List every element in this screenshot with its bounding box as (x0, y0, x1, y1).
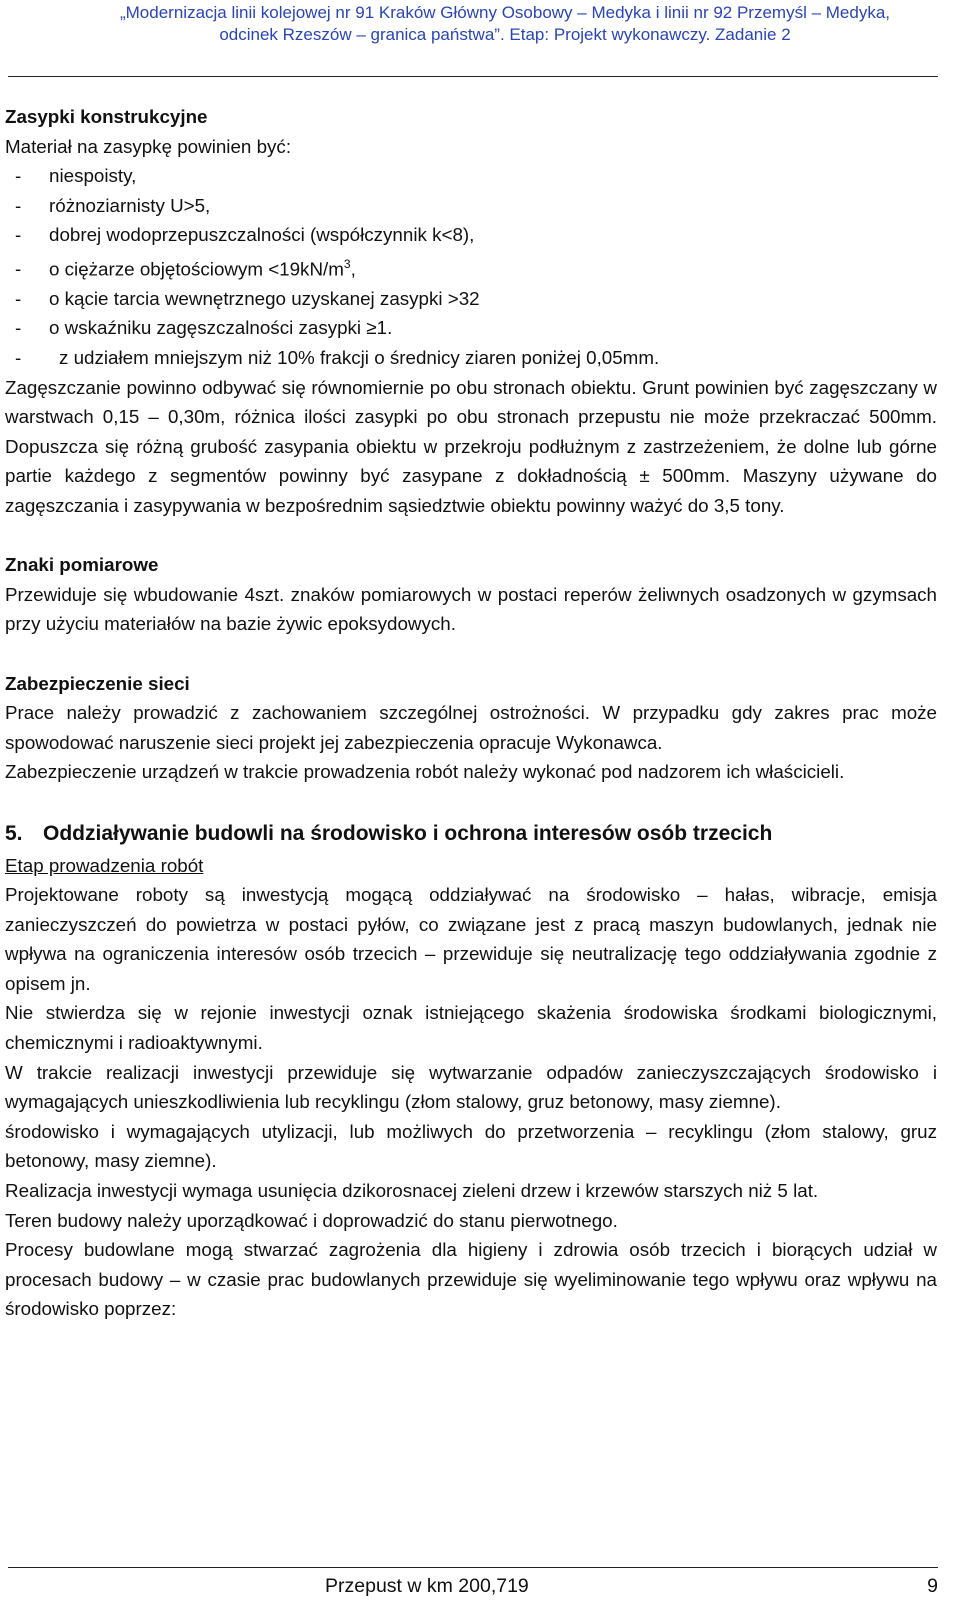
footer-rule (8, 1567, 938, 1568)
page-number: 9 (927, 1575, 938, 1597)
list-item: - z udziałem mniejszym niż 10% frakcji o średnicy ziaren poniżej 0,05mm. (15, 347, 660, 369)
list-item: - dobrej wodoprzepuszczalności (współczynnik k<8), (15, 224, 475, 246)
section-paragraph: Projektowane roboty są inwestycją mogącą oddziaływać na środowisko – hałas, wibracje, emisja zanieczyszczeń do powietrza w postaci pyłów, co związane jest z pracą maszyn budowlanych, jednak nie wpływa na ograniczenia interesów osób trzecich – przewiduje się neutralizację tego oddziaływania zgodnie z opisem jn. (5, 884, 937, 994)
section-paragraph: Realizacja inwestycji wymaga usunięcia dzikorosnacej zieleni drzew i krzewów starszych niż 5 lat. (5, 1180, 819, 1202)
section-paragraph: Procesy budowlane mogą stwarzać zagrożenia dla higieny i zdrowia osób trzecich i biorących udział w procesach budowy – w czasie prac budowlanych przewiduje się wyeliminowanie tego wpływu oraz wpływu na środowisko poprzez: (5, 1239, 937, 1320)
sieci-paragraph-2: Zabezpieczenie urządzeń w trakcie prowadzenia robót należy wykonać pod nadzorem ich właścicieli. (5, 761, 845, 783)
section-paragraph: Nie stwierdza się w rejonie inwestycji oznak istniejącego skażenia środowiska środkami biologicznymi, chemicznymi i radioaktywnymi. (5, 1002, 937, 1054)
section-title: Oddziaływanie budowli na środowisko i ochrona interesów osób trzecich (43, 821, 773, 845)
section-number: 5. (5, 821, 23, 845)
section-paragraph: Teren budowy należy uporządkować i doprowadzić do stanu pierwotnego. (5, 1209, 618, 1231)
zasypki-paragraph: Zagęszczanie powinno odbywać się równomiernie po obu stronach obiektu. Grunt powinien być zagęszczany w warstwach 0,15 – 0,30m, różnica ilości zasypki po obu stronach przepustu nie może przekraczać 500mm. Dopuszcza się różną grubość zasypania obiektu w przekroju podłużnym z zastrzeżeniem, że dolne lub górne partie każdego z segmentów powinny być zasypane z dokładnością ± 500mm. Maszyny używane do zagęszczania i zasypywania w bezpośrednim sąsiedztwie obiektu powinny ważyć do 3,5 tony. (5, 376, 937, 516)
zasypki-intro: Materiał na zasypkę powinien być: (5, 135, 292, 157)
header-line-2: odcinek Rzeszów – granica państwa”. Etap: Projekt wykonawczy. Zadanie 2 (219, 25, 791, 44)
zasypki-heading: Zasypki konstrukcyjne (5, 106, 208, 127)
page-content (5, 102, 937, 1324)
section-subtitle: Etap prowadzenia robót (5, 854, 204, 876)
list-item: - o ciężarze objętościowym $<19kN/m^3$, (15, 256, 356, 280)
document-header (70, 2, 940, 46)
list-item: - niespoisty, (15, 165, 137, 187)
section-heading (5, 817, 937, 851)
list-item: - o wskaźniku zagęszczalności zasypki ≥1. (15, 317, 393, 339)
header-line-1: „Modernizacja linii kolejowej nr 91 Kraków Główny Osobowy – Medyka i linii nr 92 Przemyśl – Medyka, (119, 3, 891, 22)
footer-title: Przepust w km 200,719 (325, 1575, 529, 1597)
list-item: - różnoziarnisty U>5, (15, 194, 211, 216)
zasypki-list (5, 161, 937, 372)
list-item: - o kącie tarcia wewnętrznego uzyskanej zasypki >32 (15, 287, 480, 309)
sieci-heading: Zabezpieczenie sieci (5, 672, 190, 694)
section-paragraph: środowisko i wymagających utylizacji, lub możliwych do przetworzenia – recyklingu (złom stalowy, gruz betonowy, masy ziemne). (5, 1120, 937, 1172)
header-rule (8, 76, 938, 77)
section-paragraph: W trakcie realizacji inwestycji przewiduje się wytwarzanie odpadów zanieczyszczających środowisko i wymagających unieszkodliwienia lub recyklingu (złom stalowy, gruz betonowy, masy ziemne). (5, 1061, 937, 1113)
sieci-paragraph-1: Prace należy prowadzić z zachowaniem szczególnej ostrożności. W przypadku gdy zakres prac może spowodować naruszenie sieci projekt jej zabezpieczenia opracuje Wykonawca. (5, 702, 937, 753)
znaki-paragraph: Przewiduje się wbudowanie 4szt. znaków pomiarowych w postaci reperów żeliwnych osadzonych w gzymsach przy użyciu materiałów na bazie żywic epoksydowych. (5, 583, 937, 635)
znaki-heading: Znaki pomiarowe (5, 554, 159, 576)
superscript: 3 (343, 256, 351, 271)
